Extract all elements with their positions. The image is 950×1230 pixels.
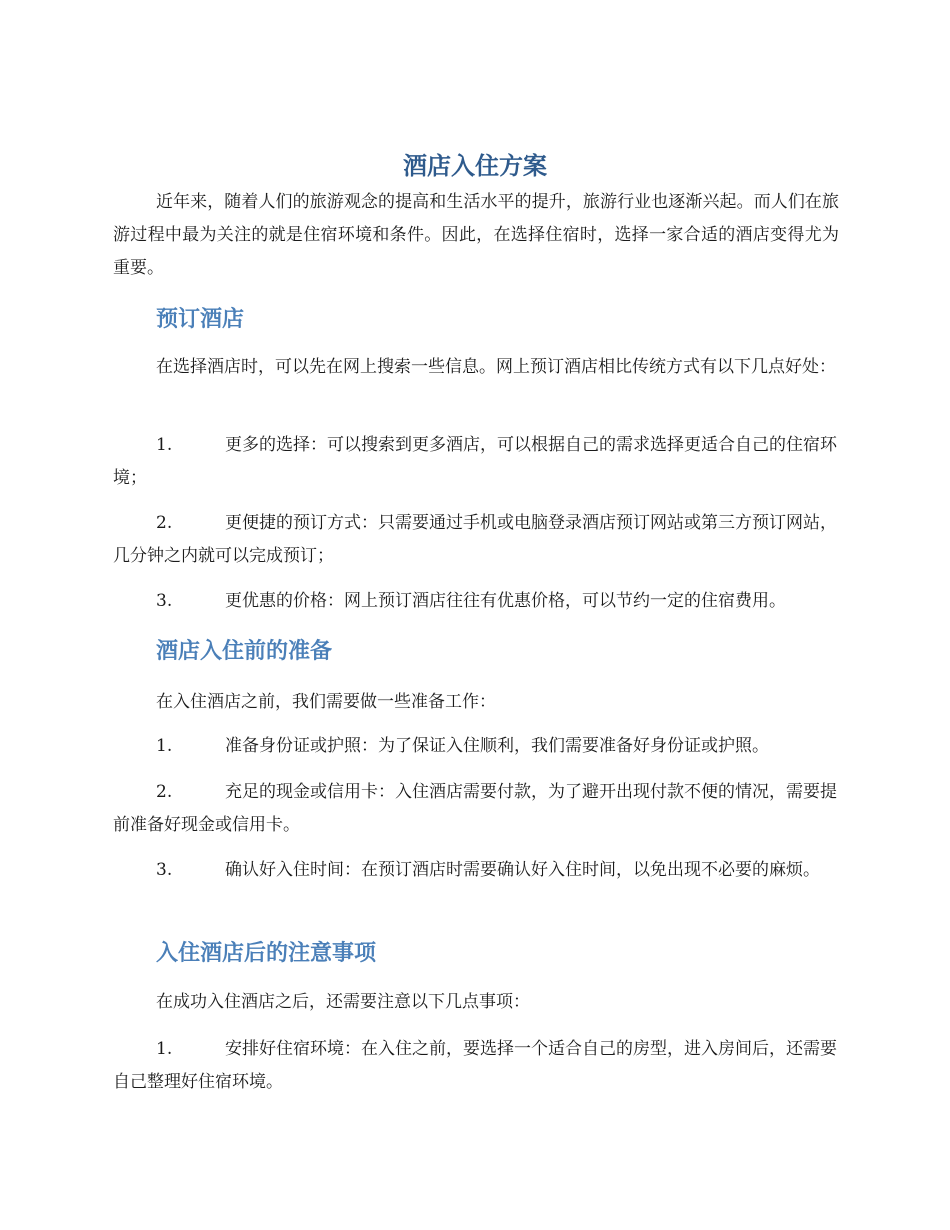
list-item-number: 1.	[156, 435, 173, 455]
list-item	[113, 730, 839, 763]
list-item-number: 3.	[156, 860, 173, 880]
list-item-number: 1.	[156, 1039, 173, 1059]
section-heading-notices: 入住酒店后的注意事项	[156, 941, 377, 966]
list-item-number: 3.	[156, 591, 173, 611]
section-heading-preparation: 酒店入住前的准备	[156, 639, 333, 664]
section-lead-preparation: 在入住酒店之前，我们需要做一些准备工作：	[156, 692, 496, 712]
list-item-text: 更优惠的价格：网上预订酒店往往有优惠价格，可以节约一定的住宿费用。	[225, 591, 786, 611]
list-item	[113, 507, 839, 573]
list-item-text: 充足的现金或信用卡：入住酒店需要付款，为了避开出现付款不便的情况，需要提前准备好现金或信用卡。	[113, 782, 837, 835]
list-item-number: 2.	[156, 513, 173, 533]
list-item-text: 安排好住宿环境：在入住之前，要选择一个适合自己的房型，进入房间后，还需要自己整理好住宿环境。	[113, 1039, 837, 1092]
list-item	[113, 776, 839, 842]
list-item-text: 确认好入住时间：在预订酒店时需要确认好入住时间，以免出现不必要的麻烦。	[225, 860, 820, 880]
list-item	[113, 429, 839, 495]
section-heading-booking: 预订酒店	[156, 307, 245, 332]
list-item	[113, 585, 839, 618]
list-item-text: 更多的选择：可以搜索到更多酒店，可以根据自己的需求选择更适合自己的住宿环境；	[113, 435, 837, 488]
section-lead-booking: 在选择酒店时，可以先在网上搜索一些信息。网上预订酒店相比传统方式有以下几点好处：	[156, 357, 836, 377]
document-title: 酒店入住方案	[403, 152, 547, 180]
intro-paragraph: 近年来，随着人们的旅游观念的提高和生活水平的提升，旅游行业也逐渐兴起。而人们在旅游过程中最为关注的就是住宿环境和条件。因此，在选择住宿时，选择一家合适的酒店变得尤为重要。	[113, 192, 839, 278]
list-item	[113, 854, 839, 887]
list-item	[113, 1033, 839, 1099]
list-item-number: 2.	[156, 782, 173, 802]
section-lead-notices: 在成功入住酒店之后，还需要注意以下几点事项：	[156, 992, 530, 1012]
list-item-text: 准备身份证或护照：为了保证入住顺利，我们需要准备好身份证或护照。	[225, 736, 769, 756]
list-item-number: 1.	[156, 736, 173, 756]
list-item-text: 更便捷的预订方式：只需要通过手机或电脑登录酒店预订网站或第三方预订网站，几分钟之内就可以完成预订；	[113, 513, 837, 566]
